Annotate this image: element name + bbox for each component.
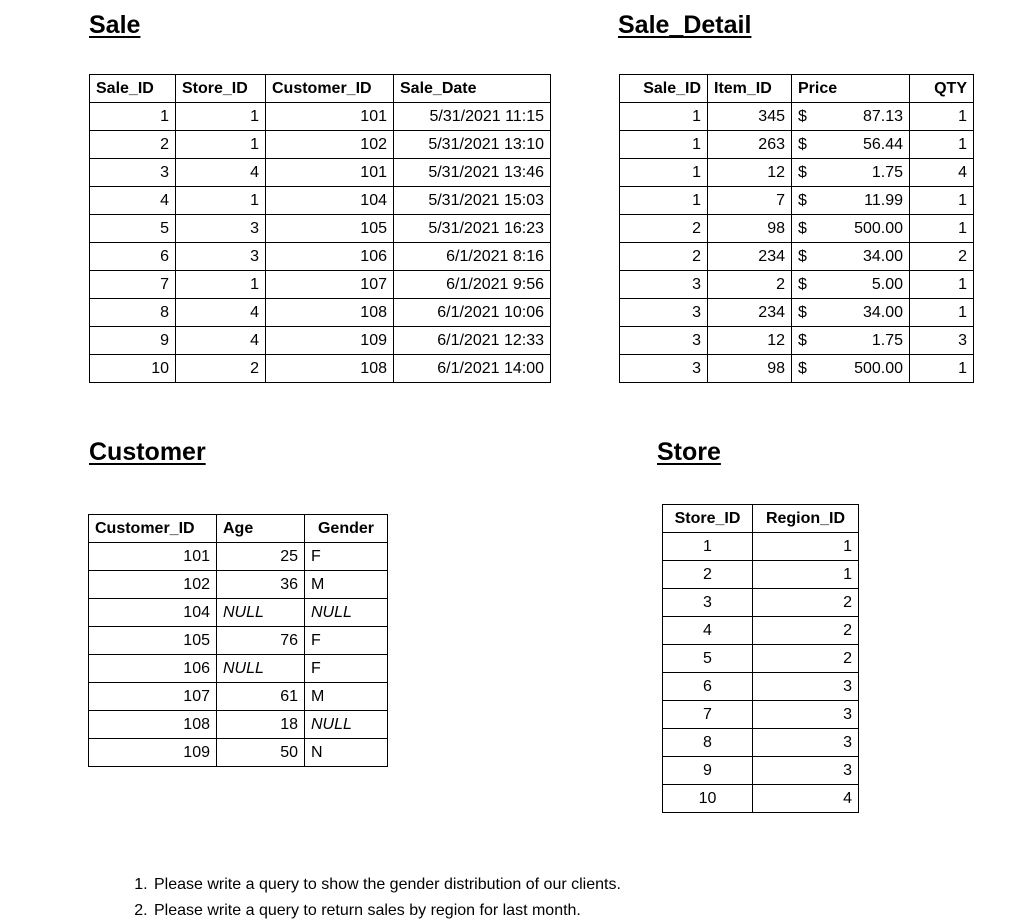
table-cell: 61 bbox=[217, 683, 305, 711]
column-header: Customer_ID bbox=[89, 515, 217, 543]
column-header: Store_ID bbox=[663, 505, 753, 533]
table-cell: 1 bbox=[620, 103, 708, 131]
table-row bbox=[90, 215, 551, 243]
price-amount: 500.00 bbox=[854, 360, 903, 377]
table-cell: 5 bbox=[90, 215, 176, 243]
sale-table bbox=[89, 74, 551, 383]
column-header: Gender bbox=[305, 515, 388, 543]
table-cell: 8 bbox=[90, 299, 176, 327]
table-cell: 6/1/2021 12:33 bbox=[394, 327, 551, 355]
table-row bbox=[89, 571, 388, 599]
table-row bbox=[90, 187, 551, 215]
store-title: Store bbox=[657, 438, 721, 466]
table-row bbox=[89, 683, 388, 711]
table-row bbox=[663, 701, 859, 729]
price-value bbox=[798, 131, 903, 158]
table-cell: 5/31/2021 13:10 bbox=[394, 131, 551, 159]
table-cell: N bbox=[305, 739, 388, 767]
table-cell: 101 bbox=[266, 103, 394, 131]
table-cell: M bbox=[305, 683, 388, 711]
column-header: Age bbox=[217, 515, 305, 543]
price-value bbox=[798, 271, 903, 298]
column-header: Region_ID bbox=[753, 505, 859, 533]
table-cell: 2 bbox=[753, 589, 859, 617]
table-cell: 109 bbox=[266, 327, 394, 355]
currency-symbol: $ bbox=[798, 304, 807, 321]
table-row bbox=[620, 327, 974, 355]
table-cell: 1 bbox=[176, 131, 266, 159]
table-cell: 12 bbox=[708, 159, 792, 187]
table-cell: 4 bbox=[176, 299, 266, 327]
table-cell: 263 bbox=[708, 131, 792, 159]
table-cell: 25 bbox=[217, 543, 305, 571]
table-cell: 107 bbox=[266, 271, 394, 299]
column-header: Sale_Date bbox=[394, 75, 551, 103]
table-cell: 1 bbox=[176, 103, 266, 131]
table-cell: 101 bbox=[266, 159, 394, 187]
currency-symbol: $ bbox=[798, 332, 807, 349]
table-cell: 3 bbox=[910, 327, 974, 355]
price-cell bbox=[792, 299, 910, 327]
table-cell: 108 bbox=[266, 355, 394, 383]
table-cell: 2 bbox=[90, 131, 176, 159]
table-row bbox=[90, 299, 551, 327]
table-cell: 6 bbox=[90, 243, 176, 271]
table-cell: F bbox=[305, 627, 388, 655]
table-cell: 5/31/2021 11:15 bbox=[394, 103, 551, 131]
table-cell: 101 bbox=[89, 543, 217, 571]
sale-detail-table bbox=[619, 74, 974, 383]
table-cell: F bbox=[305, 655, 388, 683]
table-cell: 3 bbox=[620, 271, 708, 299]
header-row bbox=[663, 505, 859, 533]
table-cell: NULL bbox=[305, 711, 388, 739]
currency-symbol: $ bbox=[798, 108, 807, 125]
table-cell: 108 bbox=[266, 299, 394, 327]
table-cell: 5/31/2021 15:03 bbox=[394, 187, 551, 215]
table-row bbox=[620, 159, 974, 187]
table-row bbox=[90, 131, 551, 159]
table-row bbox=[663, 757, 859, 785]
price-cell bbox=[792, 327, 910, 355]
store-table bbox=[662, 504, 859, 813]
table-cell: 3 bbox=[663, 589, 753, 617]
table-row bbox=[663, 533, 859, 561]
table-cell: 5 bbox=[663, 645, 753, 673]
table-cell: 76 bbox=[217, 627, 305, 655]
currency-symbol: $ bbox=[798, 360, 807, 377]
table-cell: 2 bbox=[910, 243, 974, 271]
table-cell: 1 bbox=[910, 131, 974, 159]
table-row bbox=[620, 299, 974, 327]
header-row bbox=[90, 75, 551, 103]
currency-symbol: $ bbox=[798, 248, 807, 265]
column-header: Sale_ID bbox=[90, 75, 176, 103]
price-cell bbox=[792, 355, 910, 383]
table-cell: 3 bbox=[753, 757, 859, 785]
table-cell: 6/1/2021 14:00 bbox=[394, 355, 551, 383]
price-cell bbox=[792, 187, 910, 215]
table-row bbox=[620, 271, 974, 299]
price-cell bbox=[792, 271, 910, 299]
question-item: 2. Please write a query to return sales by region for last month. bbox=[152, 898, 912, 924]
column-header: Customer_ID bbox=[266, 75, 394, 103]
table-cell: 3 bbox=[753, 701, 859, 729]
table-cell: 102 bbox=[266, 131, 394, 159]
table-row bbox=[663, 645, 859, 673]
table-cell: 105 bbox=[89, 627, 217, 655]
table-cell: M bbox=[305, 571, 388, 599]
price-amount: 56.44 bbox=[862, 136, 903, 153]
price-value bbox=[798, 159, 903, 186]
sale-detail-title: Sale_Detail bbox=[618, 11, 752, 39]
table-cell: 6/1/2021 8:16 bbox=[394, 243, 551, 271]
table-cell: 4 bbox=[90, 187, 176, 215]
table-row bbox=[90, 243, 551, 271]
table-cell: 5/31/2021 16:23 bbox=[394, 215, 551, 243]
table-row bbox=[663, 673, 859, 701]
table-cell: 3 bbox=[90, 159, 176, 187]
table-cell: 104 bbox=[266, 187, 394, 215]
table-cell: 3 bbox=[176, 243, 266, 271]
table-cell: 1 bbox=[753, 561, 859, 589]
table-cell: 2 bbox=[620, 215, 708, 243]
table-row bbox=[620, 187, 974, 215]
table-cell: 9 bbox=[663, 757, 753, 785]
table-row bbox=[89, 711, 388, 739]
table-cell: 1 bbox=[753, 533, 859, 561]
price-value bbox=[798, 215, 903, 242]
table-row bbox=[620, 103, 974, 131]
price-value bbox=[798, 187, 903, 214]
table-cell: 7 bbox=[708, 187, 792, 215]
table-cell: 10 bbox=[90, 355, 176, 383]
currency-symbol: $ bbox=[798, 136, 807, 153]
table-cell: NULL bbox=[217, 655, 305, 683]
table-cell: 345 bbox=[708, 103, 792, 131]
price-cell bbox=[792, 103, 910, 131]
column-header: Store_ID bbox=[176, 75, 266, 103]
table-cell: 6/1/2021 10:06 bbox=[394, 299, 551, 327]
table-row bbox=[620, 131, 974, 159]
table-cell: 1 bbox=[663, 533, 753, 561]
column-header: QTY bbox=[910, 75, 974, 103]
table-row bbox=[663, 729, 859, 757]
table-cell: 3 bbox=[753, 729, 859, 757]
header-row bbox=[89, 515, 388, 543]
table-cell: 9 bbox=[90, 327, 176, 355]
table-cell: 4 bbox=[663, 617, 753, 645]
table-cell: 1 bbox=[620, 159, 708, 187]
table-row bbox=[620, 355, 974, 383]
table-cell: 3 bbox=[620, 355, 708, 383]
table-cell: 4 bbox=[176, 327, 266, 355]
table-row bbox=[90, 159, 551, 187]
sale-title: Sale bbox=[89, 11, 141, 39]
table-cell: 1 bbox=[910, 299, 974, 327]
price-value bbox=[798, 327, 903, 354]
table-cell: 36 bbox=[217, 571, 305, 599]
table-cell: 1 bbox=[176, 271, 266, 299]
price-value bbox=[798, 299, 903, 326]
table-row bbox=[89, 655, 388, 683]
table-cell: 104 bbox=[89, 599, 217, 627]
table-cell: 1 bbox=[90, 103, 176, 131]
price-amount: 34.00 bbox=[862, 304, 903, 321]
customer-title: Customer bbox=[89, 438, 206, 466]
table-cell: 107 bbox=[89, 683, 217, 711]
question-item: 1. Please write a query to show the gender distribution of our clients. bbox=[152, 872, 912, 898]
table-cell: 109 bbox=[89, 739, 217, 767]
price-amount: 34.00 bbox=[862, 248, 903, 265]
table-cell: 7 bbox=[663, 701, 753, 729]
table-cell: NULL bbox=[305, 599, 388, 627]
price-value bbox=[798, 355, 903, 382]
price-amount: 1.75 bbox=[871, 164, 903, 181]
table-row bbox=[663, 785, 859, 813]
column-header: Price bbox=[792, 75, 910, 103]
table-row bbox=[620, 243, 974, 271]
table-row bbox=[663, 561, 859, 589]
table-cell: 5/31/2021 13:46 bbox=[394, 159, 551, 187]
table-cell: 50 bbox=[217, 739, 305, 767]
price-value bbox=[798, 103, 903, 130]
table-cell: 6 bbox=[663, 673, 753, 701]
table-row bbox=[90, 271, 551, 299]
table-row bbox=[90, 355, 551, 383]
table-cell: 2 bbox=[663, 561, 753, 589]
currency-symbol: $ bbox=[798, 192, 807, 209]
table-row bbox=[90, 327, 551, 355]
table-cell: 3 bbox=[753, 673, 859, 701]
table-cell: 106 bbox=[266, 243, 394, 271]
table-cell: 234 bbox=[708, 243, 792, 271]
price-amount: 5.00 bbox=[871, 276, 903, 293]
currency-symbol: $ bbox=[798, 276, 807, 293]
table-cell: NULL bbox=[217, 599, 305, 627]
table-cell: 98 bbox=[708, 355, 792, 383]
price-cell bbox=[792, 159, 910, 187]
header-row bbox=[620, 75, 974, 103]
table-cell: 2 bbox=[708, 271, 792, 299]
table-cell: 1 bbox=[910, 215, 974, 243]
table-cell: 98 bbox=[708, 215, 792, 243]
table-row bbox=[89, 739, 388, 767]
table-cell: 4 bbox=[910, 159, 974, 187]
customer-table bbox=[88, 514, 388, 767]
table-cell: F bbox=[305, 543, 388, 571]
question-list bbox=[118, 872, 912, 924]
table-cell: 18 bbox=[217, 711, 305, 739]
table-cell: 1 bbox=[910, 355, 974, 383]
table-cell: 1 bbox=[620, 131, 708, 159]
price-cell bbox=[792, 243, 910, 271]
table-cell: 3 bbox=[620, 327, 708, 355]
table-cell: 102 bbox=[89, 571, 217, 599]
table-cell: 8 bbox=[663, 729, 753, 757]
price-amount: 1.75 bbox=[871, 332, 903, 349]
table-cell: 3 bbox=[620, 299, 708, 327]
table-row bbox=[89, 627, 388, 655]
table-cell: 1 bbox=[910, 271, 974, 299]
column-header: Sale_ID bbox=[620, 75, 708, 103]
table-cell: 1 bbox=[910, 187, 974, 215]
table-cell: 2 bbox=[620, 243, 708, 271]
table-row bbox=[620, 215, 974, 243]
table-row bbox=[663, 617, 859, 645]
table-cell: 105 bbox=[266, 215, 394, 243]
table-cell: 1 bbox=[176, 187, 266, 215]
price-cell bbox=[792, 131, 910, 159]
price-value bbox=[798, 243, 903, 270]
table-cell: 4 bbox=[176, 159, 266, 187]
table-row bbox=[663, 589, 859, 617]
table-cell: 2 bbox=[753, 617, 859, 645]
table-cell: 4 bbox=[753, 785, 859, 813]
currency-symbol: $ bbox=[798, 220, 807, 237]
price-amount: 87.13 bbox=[862, 108, 903, 125]
table-cell: 7 bbox=[90, 271, 176, 299]
table-row bbox=[90, 103, 551, 131]
table-cell: 3 bbox=[176, 215, 266, 243]
table-cell: 10 bbox=[663, 785, 753, 813]
table-cell: 234 bbox=[708, 299, 792, 327]
table-cell: 1 bbox=[910, 103, 974, 131]
table-cell: 2 bbox=[176, 355, 266, 383]
column-header: Item_ID bbox=[708, 75, 792, 103]
price-cell bbox=[792, 215, 910, 243]
table-cell: 1 bbox=[620, 187, 708, 215]
table-cell: 2 bbox=[753, 645, 859, 673]
table-row bbox=[89, 543, 388, 571]
table-cell: 108 bbox=[89, 711, 217, 739]
table-row bbox=[89, 599, 388, 627]
currency-symbol: $ bbox=[798, 164, 807, 181]
price-amount: 11.99 bbox=[864, 192, 903, 209]
table-cell: 6/1/2021 9:56 bbox=[394, 271, 551, 299]
table-cell: 106 bbox=[89, 655, 217, 683]
price-amount: 500.00 bbox=[854, 220, 903, 237]
table-cell: 12 bbox=[708, 327, 792, 355]
